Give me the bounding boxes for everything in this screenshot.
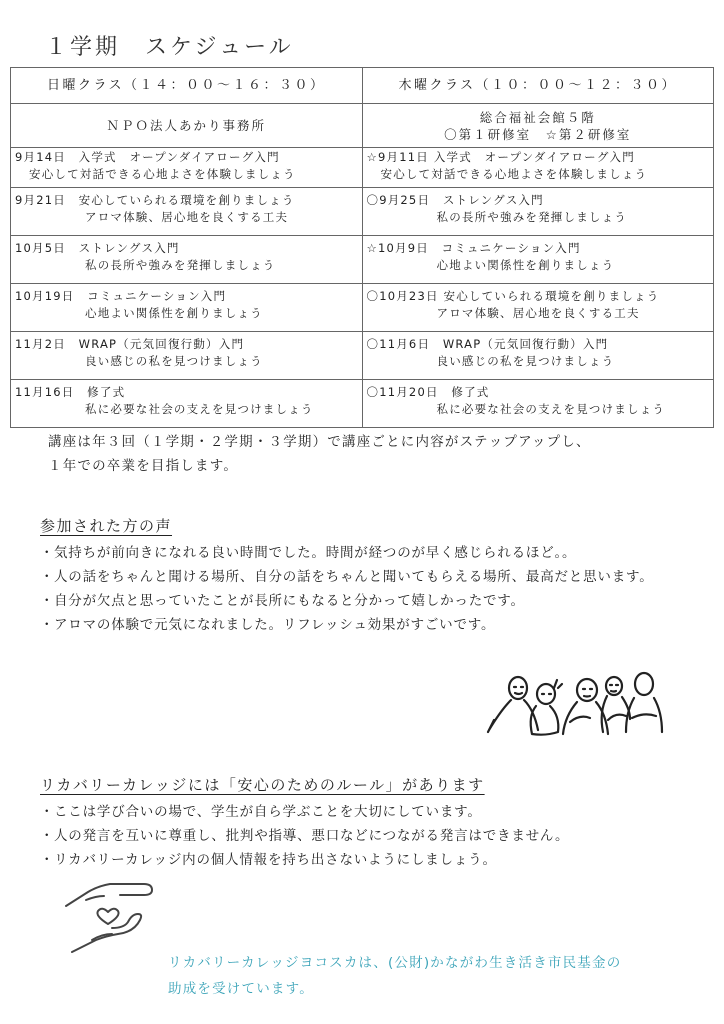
session-description: 私の長所や強みを発揮しましょう (85, 258, 276, 272)
schedule-header-row (11, 68, 714, 104)
rules-heading: リカバリーカレッジには「安心のためのルール」があります (40, 776, 485, 794)
thursday-class-header: 木曜クラス（１０：００〜１２：３０） (362, 68, 714, 104)
session-date-title: 11月16日 修了式 (15, 385, 126, 399)
thursday-session (362, 332, 714, 380)
thursday-venue-rooms: 〇第１研修室 ☆第２研修室 (444, 126, 632, 142)
session-row (11, 236, 714, 284)
sunday-class-header: 日曜クラス（１４：００〜１６：３０） (11, 68, 363, 104)
session-date-title: 〇10月23日 安心していられる環境を創りましょう (366, 289, 660, 303)
session-date-title: 〇11月20日 修了式 (366, 385, 490, 399)
sunday-session (11, 380, 363, 428)
session-description: アロマ体験、居心地を良くする工夫 (85, 210, 289, 224)
course-note-line: １年での卒業を目指します。 (48, 458, 239, 474)
session-row (11, 284, 714, 332)
list-item: ・ リカバリーカレッジ内の個人情報を持ち出さないようにしましょう。 (40, 848, 690, 872)
session-description: 心地よい関係性を創りましょう (85, 306, 263, 320)
thursday-session (362, 148, 714, 188)
list-item: ・ ここは学び合いの場で、学生が自ら学ぶことを大切にしています。 (40, 800, 690, 824)
session-date-title: 〇11月6日 WRAP（元気回復行動）入門 (366, 337, 609, 351)
funding-line: 助成を受けています。 (168, 981, 314, 997)
session-description: アロマ体験、居心地を良くする工夫 (436, 306, 640, 320)
session-row (11, 332, 714, 380)
thursday-session (362, 380, 714, 428)
list-item: ・ 人の発言を互いに尊重し、批判や指導、悪口などにつながる発言はできません。 (40, 824, 690, 848)
funding-note (168, 950, 621, 1002)
list-item: ・ 気持ちが前向きになれる良い時間でした。時間が経つのが早く感じられるほど。。 (40, 541, 690, 565)
session-date-title: 10月19日 コミュニケーション入門 (15, 289, 227, 303)
sunday-session (11, 188, 363, 236)
session-description: 安心して対話できる心地よさを体験しましょう (29, 167, 296, 181)
sunday-session (11, 332, 363, 380)
course-note (48, 430, 591, 478)
thursday-venue-name: 総合福祉会館５階 (479, 109, 596, 125)
heart-in-hands-icon (64, 878, 164, 954)
session-description: 私の長所や強みを発揮しましょう (436, 210, 627, 224)
schedule-table (10, 67, 714, 428)
session-date-title: 9月14日 入学式 オープンダイアローグ入門 (15, 150, 280, 164)
sunday-session (11, 148, 363, 188)
session-row (11, 380, 714, 428)
session-description: 私に必要な社会の支えを見つけましょう (436, 402, 666, 416)
thursday-session (362, 284, 714, 332)
sunday-venue: ＮＰＯ法人あかり事務所 (11, 104, 363, 148)
session-row (11, 148, 714, 188)
list-item: ・ 自分が欠点と思っていたことが長所にもなると分かって嬉しかったです。 (40, 589, 690, 613)
course-note-line: 講座は年３回（１学期・２学期・３学期）で講座ごとに内容がステップアップし、 (48, 434, 591, 450)
voices-list (40, 541, 690, 637)
session-date-title: ☆9月11日 入学式 オープンダイアローグ入門 (366, 150, 635, 164)
session-description: 心地よい関係性を創りましょう (436, 258, 615, 272)
list-item: ・ アロマの体験で元気になれました。リフレッシュ効果がすごいです。 (40, 613, 690, 637)
page-title: １学期 スケジュール (45, 35, 294, 60)
sunday-session (11, 284, 363, 332)
people-group-icon (484, 670, 674, 740)
session-date-title: 〇9月25日 ストレングス入門 (366, 193, 544, 207)
thursday-session (362, 188, 714, 236)
rules-list (40, 800, 690, 872)
session-description: 良い感じの私を見つけましょう (85, 354, 263, 368)
funding-line: リカバリーカレッジヨコスカは、(公財)かながわ生き活き市民基金の (168, 955, 622, 971)
thursday-session (362, 236, 714, 284)
venue-row (11, 104, 714, 148)
session-row (11, 188, 714, 236)
session-description: 良い感じの私を見つけましょう (436, 354, 615, 368)
session-date-title: ☆10月9日 コミュニケーション入門 (366, 241, 581, 255)
list-item: ・ 人の話をちゃんと聞ける場所、自分の話をちゃんと聞いてもらえる場所、最高だと思います。 (40, 565, 690, 589)
voices-heading: 参加された方の声 (40, 517, 173, 535)
sunday-session (11, 236, 363, 284)
session-date-title: 9月21日 安心していられる環境を創りましょう (15, 193, 295, 207)
thursday-venue (362, 104, 714, 148)
session-description: 安心して対話できる心地よさを体験しましょう (380, 167, 648, 181)
session-date-title: 10月5日 ストレングス入門 (15, 241, 180, 255)
session-description: 私に必要な社会の支えを見つけましょう (85, 402, 314, 416)
session-date-title: 11月2日 WRAP（元気回復行動）入門 (15, 337, 245, 351)
